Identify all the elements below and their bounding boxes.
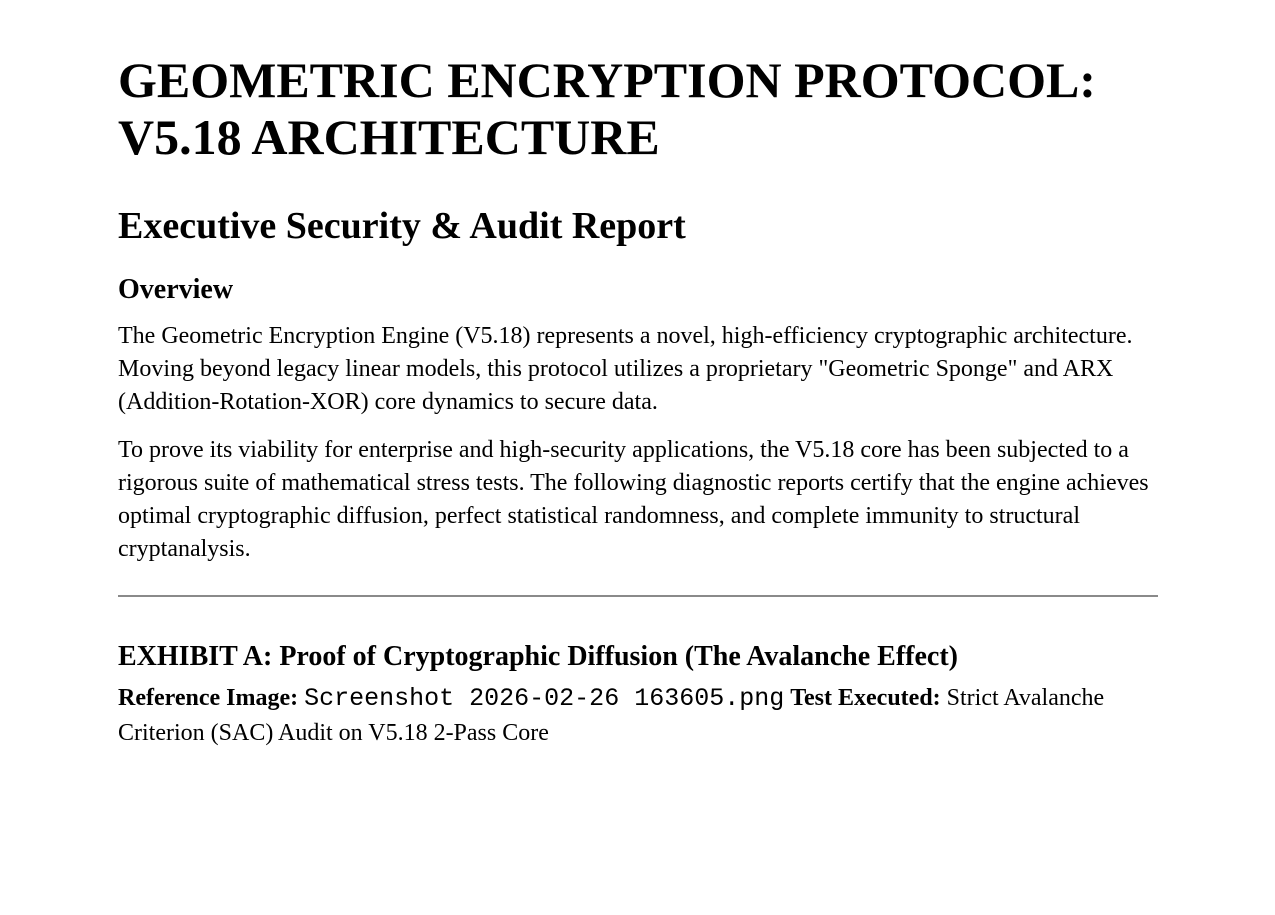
test-executed-label: Test Executed: [790, 685, 941, 711]
exhibit-a-metadata [118, 681, 1158, 751]
document-subtitle: Executive Security & Audit Report [118, 205, 686, 247]
reference-image-label: Reference Image: [118, 685, 299, 711]
section-divider [118, 595, 1158, 597]
document-content [118, 52, 1158, 751]
reference-image-filename: Screenshot 2026-02-26 163605.png [304, 684, 785, 713]
overview-heading: Overview [118, 274, 234, 305]
document-title: GEOMETRIC ENCRYPTION PROTOCOL: V5.18 ARCHITECTURE [118, 52, 1096, 165]
exhibit-a-heading: EXHIBIT A: Proof of Cryptographic Diffusion (The Avalanche Effect) [118, 641, 958, 672]
overview-paragraph-2: To prove its viability for enterprise and high-security applications, the V5.18 core has been subjected to a rigorous suite of mathematical stress tests. The following diagnostic reports certify that the engine achieves optimal cryptographic diffusion, perfect statistical randomness, and complete immunity to structural cryptanalysis. [118, 437, 1149, 562]
test-executed-value: Strict Avalanche Criterion (SAC) Audit on V5.18 2-Pass Core [118, 685, 1105, 746]
overview-paragraph-1: The Geometric Encryption Engine (V5.18) represents a novel, high-efficiency cryptographic architecture. Moving beyond legacy linear models, this protocol utilizes a proprietary "Geometric Sponge" and ARX (Addition-Rotation-XOR) core dynamics to secure data. [118, 323, 1133, 415]
